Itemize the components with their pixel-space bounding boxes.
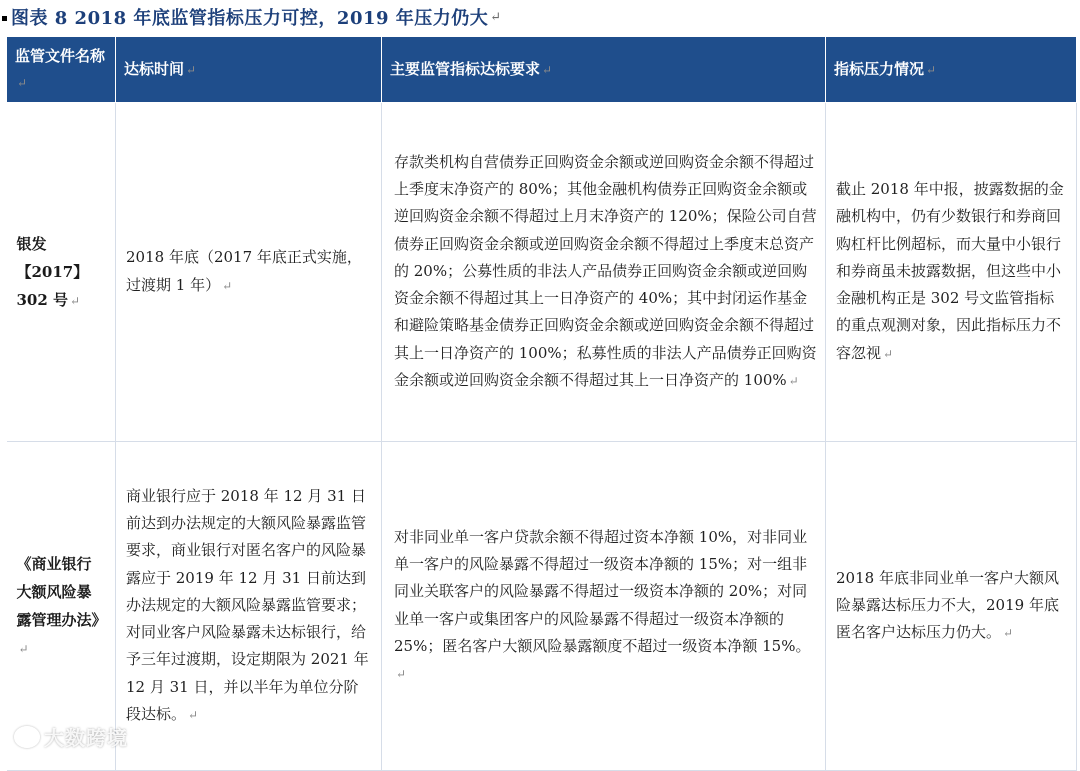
cell-pressure: 截止 2018 年中报，披露数据的金融机构中，仍有少数银行和券商回购杠杆比例超标，而大量中小银行和券商虽未披露数据，但这些中小金融机构正是 302 号文监管指标的重点观测对象，因此指标压力不容忽视 ↵ (826, 103, 1077, 442)
figure-title-text: 图表 8 2018 年底监管指标压力可控，2019 年压力仍大 (11, 8, 489, 29)
cell-document-name: 《商业银行大额风险暴露管理办法》↵ (7, 442, 116, 771)
watermark-logo-icon (14, 726, 40, 748)
header-document-name: 监管文件名称↵ (7, 37, 116, 103)
cell-requirements: 存款类机构自营债券正回购资金余额或逆回购资金余额不得超过上季度末净资产的 80%；其他金融机构债券正回购资金余额或逆回购资金余额不得超过上月末净资产的 120%；保险公司自营债券正回购资金余额或逆回购资金余额不得超过上季度末总资产的 20%；公募性质的非法人产品债券正回购资金余额或逆回购资金余额不得超过其上一日净资产的 40%；其中封闭运作基金和避险策略基金债券正回购资金余额或逆回购资金余额不得超过其上一日净资产的 100%；私募性质的非法人产品债券正回购资金余额或逆回购资金余额不得超过其上一日净资产的 100% ↵ (382, 103, 826, 442)
table-row (7, 442, 1077, 771)
paragraph-mark-icon: ↵ (490, 9, 502, 25)
cell-requirements: 对非同业单一客户贷款余额不得超过资本净额 10%，对非同业单一客户的风险暴露不得超过一级资本净额的 15%；对一组非同业关联客户的风险暴露不得超过一级资本净额的 20%；对同业单一客户或集团客户的风险暴露不得超过一级资本净额的 25%；匿名客户大额风险暴露额度不超过一级资本净额 15%。↵ (382, 442, 826, 771)
regulation-table (6, 36, 1077, 771)
figure-title (2, 2, 502, 32)
header-pressure: 指标压力情况 ↵ (826, 37, 1077, 103)
cell-deadline: 商业银行应于 2018 年 12 月 31 日前达到办法规定的大额风险暴露监管要求，商业银行对匿名客户的风险暴露应于 2019 年 12 月 31 日前达到办法规定的大额风险暴露监管要求；对同业客户风险暴露未达标银行，给予三年过渡期，设定期限为 2021 年 12 月 31 日，并以半年为单位分阶段达标。 ↵ (116, 442, 382, 771)
table-row (7, 103, 1077, 442)
table-header-row (7, 37, 1077, 103)
watermark (14, 722, 128, 751)
cell-deadline: 2018 年底（2017 年底正式实施，过渡期 1 年） ↵ (116, 103, 382, 442)
header-deadline: 达标时间 ↵ (116, 37, 382, 103)
bullet-marker-icon (2, 16, 7, 21)
header-requirements: 主要监管指标达标要求 ↵ (382, 37, 826, 103)
cell-pressure: 2018 年底非同业单一客户大额风险暴露达标压力不大，2019 年底匿名客户达标压力仍大。 ↵ (826, 442, 1077, 771)
cell-document-name: 银发【2017】302 号 ↵ (7, 103, 116, 442)
watermark-text: 大数跨境 (44, 726, 128, 750)
